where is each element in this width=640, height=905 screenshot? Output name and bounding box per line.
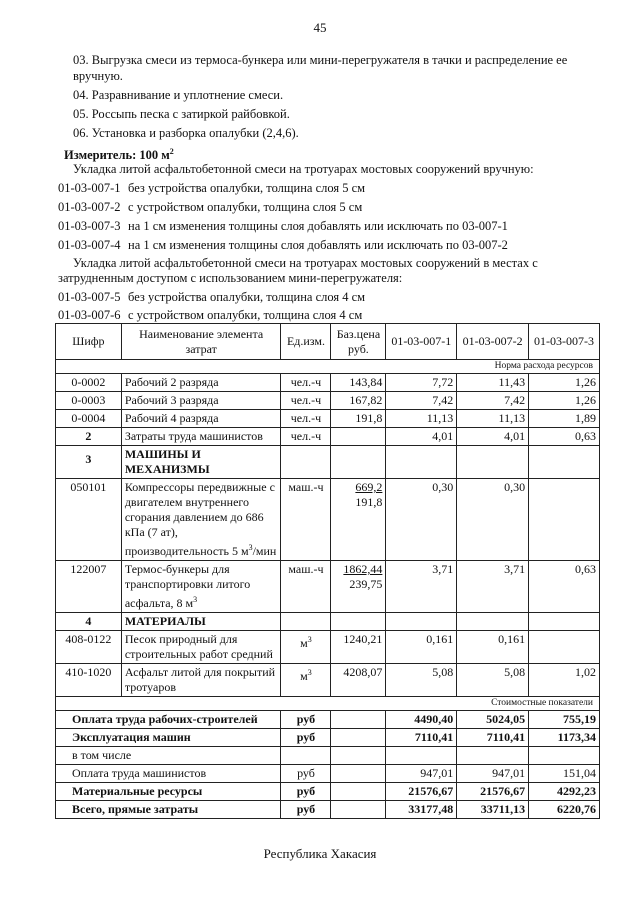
cell-code: 2	[56, 428, 122, 446]
cell-name-tail: /мин	[252, 544, 277, 558]
cell-name: Рабочий 3 разряда	[121, 392, 281, 410]
cell-code: 122007	[56, 561, 122, 613]
total-unit	[281, 747, 331, 765]
code-line	[58, 181, 365, 196]
cell-price	[331, 428, 386, 446]
cell-price: 191,8	[331, 410, 386, 428]
price-sub: 191,8	[355, 495, 383, 509]
cell-name-sup: 3	[248, 543, 253, 552]
total-v1: 947,01	[386, 765, 457, 783]
price-main: 1862,44	[343, 562, 383, 576]
cell-unit: чел.-ч	[281, 410, 331, 428]
cell-name-text: Термос-бункеры для транспортировки литого асфальта, 8 м	[124, 562, 251, 610]
code-line	[58, 238, 508, 253]
total-v2: 947,01	[457, 765, 529, 783]
cell-name: МАТЕРИАЛЫ	[121, 613, 281, 631]
total-unit: руб	[281, 711, 331, 729]
code: 01-03-007-5	[58, 290, 121, 304]
header-cell: Баз.цена руб.	[331, 324, 386, 360]
unit-text: м	[300, 669, 308, 683]
cell-code: 0-0003	[56, 392, 122, 410]
cell-name: Песок природный для строительных работ средний	[121, 631, 281, 664]
code-line	[58, 308, 362, 323]
cell-price: 143,84	[331, 374, 386, 392]
unit-sup: 3	[307, 635, 312, 644]
cell-unit	[281, 664, 331, 697]
norm-label: Норма расхода ресурсов	[56, 360, 600, 374]
cell-v2: 4,01	[457, 428, 529, 446]
totals-row	[56, 729, 600, 747]
header-cell: 01-03-007-1	[386, 324, 457, 360]
operation-03-cont: вручную.	[73, 69, 123, 83]
cell-v3: 1,26	[529, 374, 600, 392]
total-v1: 4490,40	[386, 711, 457, 729]
totals-row	[56, 765, 600, 783]
cell-code: 410-1020	[56, 664, 122, 697]
cell-name: МАШИНЫ И МЕХАНИЗМЫ	[121, 446, 281, 479]
cell-unit: чел.-ч	[281, 392, 331, 410]
total-v1	[386, 747, 457, 765]
cell-v3: 1,02	[529, 664, 600, 697]
resource-table	[55, 323, 600, 819]
operation-06: 06. Установка и разборка опалубки (2,4,6).	[73, 126, 299, 140]
header-cell: Шифр	[56, 324, 122, 360]
table-row	[56, 561, 600, 613]
cell-name: Затраты труда машинистов	[121, 428, 281, 446]
cell-unit: маш.-ч	[281, 561, 331, 613]
total-v2: 21576,67	[457, 783, 529, 801]
code: 01-03-007-1	[58, 181, 121, 195]
total-v3	[529, 747, 600, 765]
code-line	[58, 200, 362, 215]
cell-name	[121, 561, 281, 613]
table-row	[56, 664, 600, 697]
total-v2: 7110,41	[457, 729, 529, 747]
cell-v3: 1,89	[529, 410, 600, 428]
unit-sup: 3	[307, 668, 312, 677]
total-name: Материальные ресурсы	[56, 783, 281, 801]
machinist-row	[56, 428, 600, 446]
total-name: Всего, прямые затраты	[56, 801, 281, 819]
price-sub: 239,75	[349, 577, 383, 591]
code-desc: без устройства опалубки, толщина слоя 4 см	[128, 290, 366, 304]
total-v3: 1173,34	[529, 729, 600, 747]
cell-v2: 11,13	[457, 410, 529, 428]
table-row	[56, 631, 600, 664]
header-cell: Ед.изм.	[281, 324, 331, 360]
total-name: Оплата труда рабочих-строителей	[56, 711, 281, 729]
cell-price: 1240,21	[331, 631, 386, 664]
code-desc: с устройством опалубки, толщина слоя 5 см	[128, 200, 363, 214]
meter-label: Измеритель: 100 м	[64, 148, 170, 163]
totals-row	[56, 783, 600, 801]
totals-row	[56, 711, 600, 729]
total-v1: 33177,48	[386, 801, 457, 819]
cell-v3: 0,63	[529, 428, 600, 446]
operation-04: 04. Разравнивание и уплотнение смеси.	[73, 88, 284, 102]
total-v1: 21576,67	[386, 783, 457, 801]
table-row	[56, 374, 600, 392]
footer-region: Республика Хакасия	[263, 846, 377, 861]
cell-v1: 5,08	[386, 664, 457, 697]
total-unit: руб	[281, 729, 331, 747]
cell-name: Асфальт литой для покрытий тротуаров	[121, 664, 281, 697]
total-v2	[457, 747, 529, 765]
total-v1: 7110,41	[386, 729, 457, 747]
cell-v3	[529, 479, 600, 561]
cell-v1: 7,42	[386, 392, 457, 410]
cell-code: 0-0004	[56, 410, 122, 428]
cell-v2: 11,43	[457, 374, 529, 392]
total-v3: 6220,76	[529, 801, 600, 819]
cell-v2: 0,30	[457, 479, 529, 561]
total-unit: руб	[281, 765, 331, 783]
section-row-machines	[56, 446, 600, 479]
header-cell: 01-03-007-2	[457, 324, 529, 360]
cell-name: Рабочий 4 разряда	[121, 410, 281, 428]
cell-v2: 5,08	[457, 664, 529, 697]
cell-name-sup: 3	[193, 595, 198, 604]
cell-v1: 4,01	[386, 428, 457, 446]
cell-code: 408-0122	[56, 631, 122, 664]
table-row	[56, 392, 600, 410]
code: 01-03-007-6	[58, 308, 121, 322]
cell-name: Рабочий 2 разряда	[121, 374, 281, 392]
table-row	[56, 479, 600, 561]
total-name: Оплата труда машинистов	[56, 765, 281, 783]
cell-code: 050101	[56, 479, 122, 561]
cell-unit: чел.-ч	[281, 374, 331, 392]
section-row-materials	[56, 613, 600, 631]
code-desc: на 1 см изменения толщины слоя добавлять или исключать по 03-007-1	[128, 219, 508, 233]
cost-label: Стоимостные показатели	[56, 697, 600, 711]
table-row	[56, 410, 600, 428]
totals-row	[56, 801, 600, 819]
code: 01-03-007-4	[58, 238, 121, 252]
cell-code: 3	[56, 446, 122, 479]
cost-label-row	[56, 697, 600, 711]
total-v2: 5024,05	[457, 711, 529, 729]
cell-unit: маш.-ч	[281, 479, 331, 561]
cell-v3: 0,63	[529, 561, 600, 613]
intro-mini-cont: затрудненным доступом с использованием мини-перегружателя:	[58, 271, 403, 285]
cell-v1: 11,13	[386, 410, 457, 428]
total-v3: 4292,23	[529, 783, 600, 801]
cell-v3	[529, 631, 600, 664]
norm-label-row	[56, 360, 600, 374]
cell-v1: 0,30	[386, 479, 457, 561]
header-cell: 01-03-007-3	[529, 324, 600, 360]
intro-mini: Укладка литой асфальтобетонной смеси на тротуарах мостовых сооружений в местах с	[73, 256, 538, 270]
cell-code: 0-0002	[56, 374, 122, 392]
cell-price	[331, 561, 386, 613]
header-cell: Наименование элемента затрат	[121, 324, 281, 360]
intro-manual: Укладка литой асфальтобетонной смеси на тротуарах мостовых сооружений вручную:	[73, 162, 534, 176]
cell-unit: чел.-ч	[281, 428, 331, 446]
page-number: 45	[313, 20, 327, 35]
cell-v2: 7,42	[457, 392, 529, 410]
code-desc: с устройством опалубки, толщина слоя 4 см	[128, 308, 363, 322]
cell-v2: 3,71	[457, 561, 529, 613]
total-unit: руб	[281, 801, 331, 819]
cell-name-text: Компрессоры передвижные с двигателем внутреннего сгорания давлением до 686 кПа (7 ат), производительность 5 м	[124, 480, 275, 558]
table-header-row	[56, 324, 600, 360]
meter-heading	[64, 144, 174, 163]
code-desc: на 1 см изменения толщины слоя добавлять или исключать по 03-007-2	[128, 238, 508, 252]
meter-sup: 2	[169, 147, 174, 156]
cell-price: 167,82	[331, 392, 386, 410]
cell-unit	[281, 631, 331, 664]
code-line	[58, 290, 365, 305]
total-unit: руб	[281, 783, 331, 801]
cell-v3: 1,26	[529, 392, 600, 410]
cell-name	[121, 479, 281, 561]
total-v3: 755,19	[529, 711, 600, 729]
operation-03: 03. Выгрузка смеси из термоса-бункера или мини-перегружателя в тачки и распределение ее	[73, 53, 568, 67]
cell-v1: 0,161	[386, 631, 457, 664]
price-main: 669,2	[355, 480, 383, 494]
cell-code: 4	[56, 613, 122, 631]
code-line	[58, 219, 508, 234]
total-v2: 33711,13	[457, 801, 529, 819]
cell-v1: 7,72	[386, 374, 457, 392]
code: 01-03-007-3	[58, 219, 121, 233]
unit-text: м	[300, 636, 308, 650]
cell-price	[331, 479, 386, 561]
total-v3: 151,04	[529, 765, 600, 783]
cell-v2: 0,161	[457, 631, 529, 664]
totals-row	[56, 747, 600, 765]
cell-price: 4208,07	[331, 664, 386, 697]
total-name: в том числе	[56, 747, 281, 765]
total-name: Эксплуатация машин	[56, 729, 281, 747]
code-desc: без устройства опалубки, толщина слоя 5 см	[128, 181, 366, 195]
cell-v1: 3,71	[386, 561, 457, 613]
code: 01-03-007-2	[58, 200, 121, 214]
operation-05: 05. Россыпь песка с затиркой райбовкой.	[73, 107, 290, 121]
